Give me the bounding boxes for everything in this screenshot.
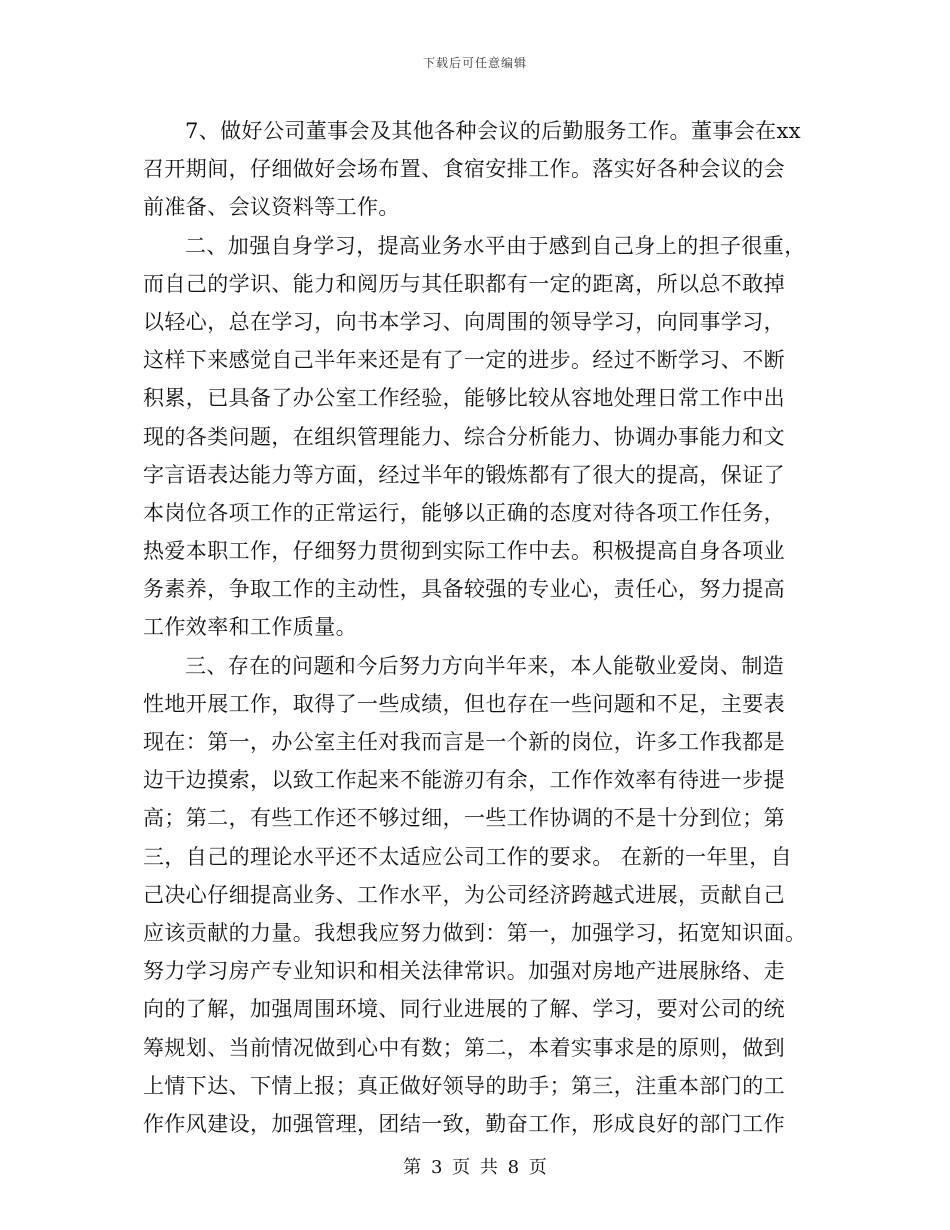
text-line: 而自己的学识、能力和阅历与其任职都有一定的距离，所以总不敢掉 [143, 271, 785, 296]
text-line: 向的了解，加强周围环境、同行业进展的了解、学习，要对公司的统 [143, 997, 785, 1022]
text-line: 工作效率和工作质量。 [143, 615, 357, 640]
text-line: 7、做好公司董事会及其他各种会议的后勤服务工作。董事会在xx [185, 119, 802, 143]
text-line: 热爱本职工作，仔细努力贯彻到实际工作中去。积极提高自身各项业 [143, 539, 785, 564]
text-line: 筹规划、当前情况做到心中有数；第二，本着实事求是的原则，做到 [143, 1035, 785, 1060]
text-line: 务素养，争取工作的主动性，具备较强的专业心，责任心，努力提高 [143, 577, 785, 602]
text-line: 作作风建设，加强管理，团结一致，勤奋工作，形成良好的部门工作 [143, 1111, 785, 1136]
text-line: 积累，已具备了办公室工作经验，能够比较从容地处理日常工作中出 [143, 386, 785, 411]
text-line: 边干边摸索，以致工作起来不能游刃有余，工作作效率有待进一步提 [143, 768, 785, 793]
document-body [143, 112, 817, 1143]
text-line: 以轻心，总在学习，向书本学习、向周围的领导学习，向同事学习， [143, 309, 785, 334]
text-line: 三，自己的理论水平还不太适应公司工作的要求。 在新的一年里，自 [143, 844, 793, 869]
text-line: 性地开展工作，取得了一些成绩，但也存在一些问题和不足，主要表 [143, 691, 785, 716]
text-line: 前准备、会议资料等工作。 [143, 195, 400, 220]
text-line: 应该贡献的力量。我想我应努力做到：第一，加强学习，拓宽知识面。 [143, 920, 807, 945]
text-line: 现的各类问题，在组织管理能力、综合分析能力、协调办事能力和文 [143, 424, 785, 449]
text-line: 召开期间，仔细做好会场布置、食宿安排工作。落实好各种会议的会 [143, 157, 785, 182]
text-line: 本岗位各项工作的正常运行，能够以正确的态度对待各项工作任务， [143, 500, 785, 525]
text-line: 这样下来感觉自己半年来还是有了一定的进步。经过不断学习、不断 [143, 348, 785, 373]
text-line: 努力学习房产专业知识和相关法律常识。加强对房地产进展脉络、走 [143, 959, 785, 984]
text-line: 字言语表达能力等方面，经过半年的锻炼都有了很大的提高，保证了 [143, 462, 785, 487]
header-note: 下载后可任意编辑 [422, 56, 527, 70]
page-number: 第 3 页 共 8 页 [403, 1157, 547, 1178]
text-line: 现在：第一，办公室主任对我而言是一个新的岗位，许多工作我都是 [143, 730, 785, 754]
text-line: 己决心仔细提高业务、工作水平，为公司经济跨越式进展，贡献自己 [143, 882, 785, 907]
text-line: 二、加强自身学习，提高业务水平由于感到自己身上的担子很重， [185, 233, 806, 258]
text-line: 三、存在的问题和今后努力方向半年来，本人能敬业爱岗、制造 [185, 653, 785, 678]
text-line: 上情下达、下情上报；真正做好领导的助手；第三，注重本部门的工 [143, 1073, 785, 1098]
text-line: 高；第二，有些工作还不够过细，一些工作协调的不是十分到位；第 [143, 806, 785, 831]
